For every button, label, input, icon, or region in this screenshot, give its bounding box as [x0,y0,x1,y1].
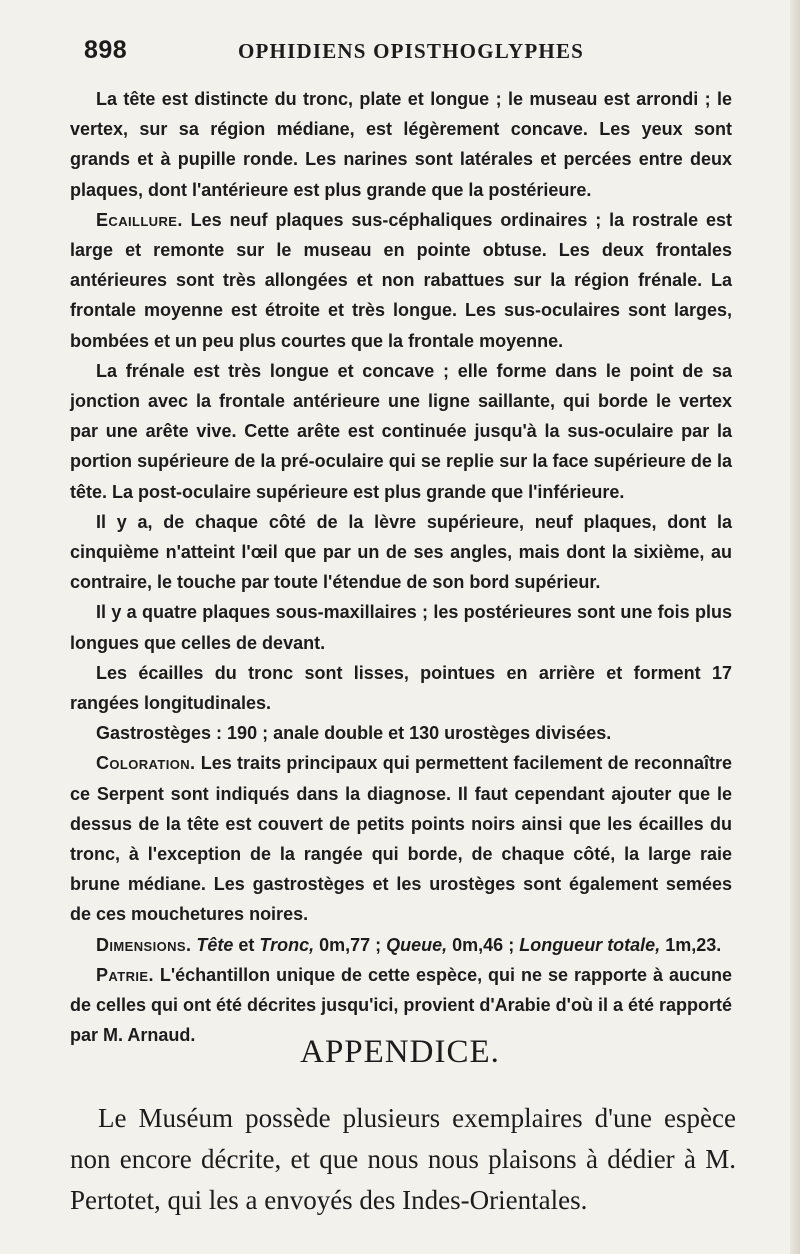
section-label-coloration: Coloration. [96,753,196,774]
paragraph-gastrosteges [70,718,732,748]
paragraph-text: Il y a, de chaque côté de la lèvre supérieure, neuf plaques, dont la cinquième n'atteint l'œil que par un de ses angles, mais dont la sixième, au contraire, le touche par toute l'étendue de son bord supérieur. [70,511,732,593]
appendix-paragraph: Le Muséum possède plusieurs exemplaires d'une espèce non encore décrite, et que nous nous plaisons à dédier à M. Pertotet, qui les a envoyés des Indes-Orientales. [70,1103,736,1215]
section-label-ecaillure: Ecaillure. [96,209,183,230]
paragraph-text: La tête est distincte du tronc, plate et longue ; le museau est arrondi ; le vertex, sur sa région médiane, est légèrement concave. Les yeux sont grands et à pupille ronde. Les narines sont latérales et percées entre deux plaques, dont l'antérieure est plus grande que la postérieure. [70,89,732,200]
section-label-patrie: Patrie. [96,964,154,985]
paragraph-text: L'échantillon unique de cette espèce, qui ne se rapporte à aucune de celles qui ont été décrites jusqu'ici, provient d'Arabie d'où il a été rapporté par M. Arnaud. [70,964,732,1046]
paragraph-ecailles-tronc [70,658,732,718]
paragraph-dimensions [70,930,732,960]
dimension-value-2: 0m,46 ; [447,934,520,955]
paragraph-ecaillure [70,205,732,356]
page-number: 898 [84,36,128,64]
paragraph-text: La frénale est très longue et concave ; elle forme dans le point de sa jonction avec la frontale antérieure une ligne saillante, qui borde le vertex par une arête vive. Cette arête est continuée jusqu'à la sus-oculaire par la portion supérieure de la pré-oculaire qui se replie sur la face supérieure de la tête. La post-oculaire supérieure est plus grande que l'inférieure. [70,360,732,502]
running-head: OPHIDIENS OPISTHOGLYPHES [238,39,585,63]
paragraph-sous-maxillaires [70,597,732,657]
paragraph-text: Les écailles du tronc sont lisses, pointues en arrière et forment 17 rangées longitudinales. [70,662,732,714]
paragraph-text: Les traits principaux qui permettent facilement de reconnaître ce Serpent sont indiqués dans la diagnose. Il faut cependant ajouter que le dessus de la tête est couvert de petits points noirs ainsi que les écailles du tronc, à l'exception de la rangée qui borde, de chaque côté, la large raie brune médiane. Les gastrostèges et les urostèges sont également semées de ces mouchetures noires. [70,753,732,925]
paragraph-coloration [70,748,732,929]
body-text [70,84,732,1051]
paragraph-text: Gastrostèges : 190 ; anale double et 130 urostèges divisées. [96,723,612,744]
page-header [84,36,724,68]
dimension-value-1: 0m,77 ; [314,934,387,955]
section-label-dimensions: Dimensions. [96,934,192,955]
dimension-queue: Queue, [386,934,448,955]
paragraph-levre [70,507,732,598]
paragraph-frenale [70,356,732,507]
dimension-tronc: Tronc, [259,934,315,955]
paragraph-text: Il y a quatre plaques sous-maxillaires ; les postérieures sont une fois plus longues que celles de devant. [70,602,732,653]
appendix-title: APPENDICE. [300,1034,500,1070]
dimension-longueur: Longueur totale, [519,934,661,955]
dimension-value-3: 1m,23. [660,934,722,955]
paragraph-text: Les neuf plaques sus-céphaliques ordinaires ; la rostrale est large et remonte sur le museau en pointe obtuse. Les deux frontales antérieures sont très allongées et non rabattues sur la région frénale. La frontale moyenne est étroite et très longue. Les sus-oculaires sont larges, bombées et un peu plus courtes que la frontale moyenne. [70,209,732,351]
paragraph-head-description [70,84,732,205]
connector-text: et [233,934,260,955]
dimension-tete: Tête [196,934,234,955]
appendix-text [70,1098,736,1221]
